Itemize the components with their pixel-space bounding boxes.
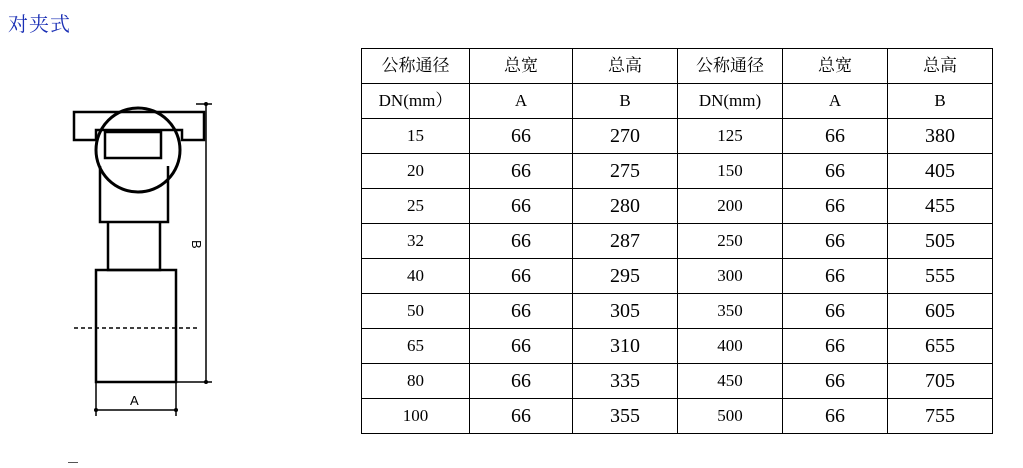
page-title: 对夹式	[8, 12, 71, 36]
cell-b: 555	[888, 259, 993, 294]
cell-a: 66	[783, 259, 888, 294]
cell-a: 66	[783, 119, 888, 154]
page-footer-mark	[68, 462, 78, 463]
cell-dn: 80	[362, 364, 470, 399]
display-window	[105, 132, 161, 158]
table-row	[362, 294, 993, 329]
cell-b: 280	[573, 189, 678, 224]
cell-a: 66	[783, 294, 888, 329]
cell-dn: 25	[362, 189, 470, 224]
cell-a: 66	[783, 224, 888, 259]
cell-b: 605	[888, 294, 993, 329]
header-width: 总宽	[783, 49, 888, 84]
subheader-a: A	[783, 84, 888, 119]
cell-a: 66	[783, 189, 888, 224]
subheader-b: B	[573, 84, 678, 119]
cell-dn: 65	[362, 329, 470, 364]
cell-a: 66	[470, 119, 573, 154]
cell-dn: 350	[678, 294, 783, 329]
cell-dn: 32	[362, 224, 470, 259]
cell-a: 66	[470, 294, 573, 329]
table-row	[362, 154, 993, 189]
header-width: 总宽	[470, 49, 573, 84]
table-header-row	[362, 49, 993, 84]
table-row	[362, 364, 993, 399]
cell-b: 705	[888, 364, 993, 399]
header-dn: 公称通径	[678, 49, 783, 84]
table-row	[362, 119, 993, 154]
cell-dn: 125	[678, 119, 783, 154]
cell-dn: 500	[678, 399, 783, 434]
dimension-drawing	[60, 90, 240, 430]
subheader-a: A	[470, 84, 573, 119]
cell-a: 66	[470, 364, 573, 399]
cell-b: 275	[573, 154, 678, 189]
cell-dn: 300	[678, 259, 783, 294]
cell-dn: 20	[362, 154, 470, 189]
cell-dn: 100	[362, 399, 470, 434]
subheader-b: B	[888, 84, 993, 119]
cell-b: 270	[573, 119, 678, 154]
cell-b: 455	[888, 189, 993, 224]
table-subheader-row	[362, 84, 993, 119]
cell-b: 755	[888, 399, 993, 434]
cell-b: 655	[888, 329, 993, 364]
table-row	[362, 259, 993, 294]
cell-dn: 150	[678, 154, 783, 189]
cell-dn: 400	[678, 329, 783, 364]
dimension-a-label: A	[130, 393, 139, 408]
table-row	[362, 399, 993, 434]
cell-a: 66	[470, 259, 573, 294]
cell-b: 405	[888, 154, 993, 189]
header-dn: 公称通径	[362, 49, 470, 84]
pipe-body	[96, 270, 176, 382]
cell-a: 66	[470, 189, 573, 224]
cell-dn: 450	[678, 364, 783, 399]
cell-a: 66	[470, 224, 573, 259]
cell-a: 66	[783, 329, 888, 364]
cell-b: 287	[573, 224, 678, 259]
cell-a: 66	[783, 154, 888, 189]
subheader-dn: DN(mm）	[362, 84, 470, 119]
table-row	[362, 224, 993, 259]
cell-a: 66	[470, 154, 573, 189]
cell-b: 355	[573, 399, 678, 434]
head-cap	[74, 112, 204, 140]
housing	[100, 166, 168, 222]
cell-b: 335	[573, 364, 678, 399]
cell-a: 66	[783, 364, 888, 399]
cell-dn: 40	[362, 259, 470, 294]
cell-dn: 250	[678, 224, 783, 259]
cell-b: 295	[573, 259, 678, 294]
neck	[108, 222, 160, 270]
cell-b: 310	[573, 329, 678, 364]
dimension-b-label: B	[189, 240, 204, 249]
cell-dn: 15	[362, 119, 470, 154]
header-height: 总高	[573, 49, 678, 84]
cell-dn: 50	[362, 294, 470, 329]
dimension-table	[361, 48, 993, 434]
cell-b: 305	[573, 294, 678, 329]
subheader-dn: DN(mm)	[678, 84, 783, 119]
cell-b: 505	[888, 224, 993, 259]
table-row	[362, 329, 993, 364]
cell-a: 66	[470, 329, 573, 364]
cell-dn: 200	[678, 189, 783, 224]
cell-a: 66	[470, 399, 573, 434]
table-row	[362, 189, 993, 224]
cell-a: 66	[783, 399, 888, 434]
cell-b: 380	[888, 119, 993, 154]
header-height: 总高	[888, 49, 993, 84]
